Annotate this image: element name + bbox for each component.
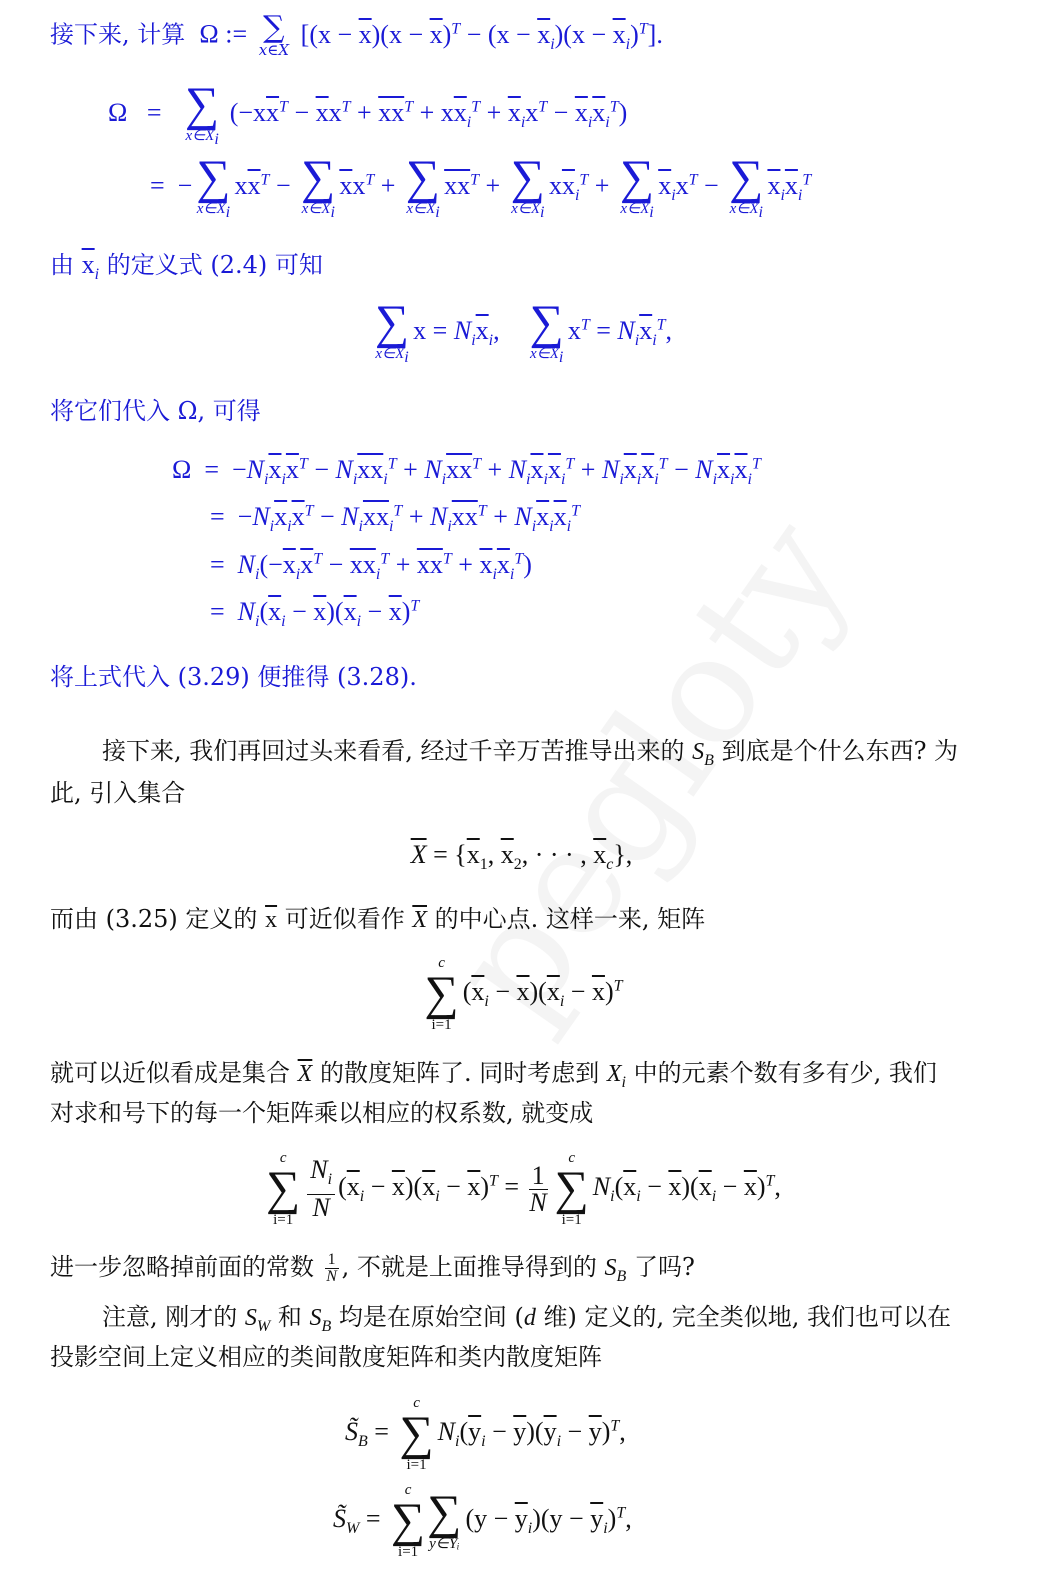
para5-line2: 投影空间上定义相应的类间散度矩阵和类内散度矩阵 <box>50 1343 602 1371</box>
intro-sum: ∑ x∈X <box>258 10 290 60</box>
omega-expansion-line1: Ω = ∑ $x\in X_i$ $(-x\overline{x}^T - \overline{x}x^T + \overline{xx}^T + x\overline{x}_i^T + \overline{x}_ix^T - \overline{x}_i\overline{x}_i^T)$ <box>108 78 628 148</box>
omega-expansion-line2: = − ∑ $x\in X_i$ $x\overline{x}^T$ − ∑ $x\in X_i$ $\overline{x}x^T$ + ∑ $x\in X_i$ $\overline{xx}^T$ + ∑ $x\in X_i$ $x\overline{x}_i^T$ + ∑ $x\in X_i$ $\overline{x}_ix^T$ − ∑ $x\in X_i$ $\overline{x}_i\overline{x}_i^T$ <box>150 151 812 221</box>
omega-simplification-line1: $\Omega = -N_i\overline{x}_i\overline{x}^T - N_i\overline{xx}_i^T + N_i\overline{xx}^T + N_i\overline{x}_i\overline{x}_i^T + N_i\overline{x}_i\overline{x}_i^T - N_i\overline{x}_i\overline{x}_i^T$ <box>172 455 761 489</box>
para1-line2: 此, 引入集合 <box>50 779 186 807</box>
scatter-expression: c ∑ i=1 $(\overline{x}_i - \overline{x})(\overline{x}_i - \overline{x})^T$ <box>424 955 623 1033</box>
omega-simplification-line2: = $-N_i\overline{x}_i\overline{x}^T - N_i\overline{xx}_i^T + N_i\overline{xx}^T + N_i\overline{x}_i\overline{x}_i^T$ <box>210 502 580 536</box>
substitute-note: 将它们代入 Ω, 可得 <box>50 397 261 425</box>
sum-identities: ∑ $x\in X_i$ $x = N_i\overline{x}_i$, ∑ $x\in X_i$ $x^T = N_i\overline{x}_i^T$, <box>374 296 673 366</box>
para5-line1: 注意, 刚才的 $S_W$ 和 $S_B$ 均是在原始空间 (d 维) 定义的, 完全类似地, 我们也可以在 <box>102 1303 952 1335</box>
para3-line2: 对求和号下的每一个矩阵乘以相应的权系数, 就变成 <box>50 1099 594 1127</box>
definition-note: 由 $\overline{x}_i$ 的定义式 (2.4) 可知 <box>50 250 323 284</box>
weighted-scatter: c ∑ i=1 $\frac{N_i}{N}$ $(\overline{x}_i - \overline{x})(\overline{x}_i - \overline{x})^T$ = $\frac{1}{N}$ c ∑ i=1 $N_i(\overline{x}_i - \overline{x})(\overline{x}_i - \overline{x})^T$, <box>266 1150 781 1228</box>
omega-simplification-line3: = $N_i(-\overline{x}_i\overline{x}^T - \overline{xx}_i^T + \overline{xx}^T + \overline{x}_i\overline{x}_i^T)$ <box>210 550 532 584</box>
intro-line: 接下来, 计算 Ω := ∑ x∈X $[(x - \overline{x})(x - \overline{x})^T - (x - \overline{x}_i)(x - \overline{x}_i)^T]$. <box>50 10 663 60</box>
para3-line1: 就可以近似看成是集合 $\overline{X}$ 的散度矩阵了. 同时考虑到 $X_i$ 中的元素个数有多有少, 我们 <box>50 1059 937 1091</box>
para2: 而由 (3.25) 定义的 $\overline{x}$ 可近似看作 $\overline{X}$ 的中心点. 这样一来, 矩阵 <box>50 905 706 933</box>
set-definition: $\overline{X} = \{\overline{x}_1$, $\overline{x}_2$, · · · , $\overline{x}_c$}, <box>410 840 633 874</box>
para4: 进一步忽略掉前面的常数 $\frac{1}{N}$ , 不就是上面推导得到的 $S_B$ 了吗? <box>50 1251 695 1285</box>
sb-tilde-definition: $S̃_B$ = c ∑ i=1 $N_i(\overline{y}_i - \overline{y})(\overline{y}_i - \overline{y})^T$, <box>345 1395 626 1473</box>
conclusion-line: 将上式代入 (3.29) 便推得 (3.28). <box>50 663 417 691</box>
omega-simplification-line4: = $N_i(\overline{x}_i - \overline{x})(\overline{x}_i - \overline{x})^T$ <box>210 597 420 631</box>
sw-tilde-definition: $S̃_W$ = c ∑ i=1 ∑ y∈Yᵢ $(y - \overline{y}_i)(y - \overline{y}_i)^T$, <box>333 1482 632 1560</box>
para1-line1: 接下来, 我们再回过头来看看, 经过千辛万苦推导出来的 $S_B$ 到底是个什么东西? 为 <box>102 737 959 769</box>
